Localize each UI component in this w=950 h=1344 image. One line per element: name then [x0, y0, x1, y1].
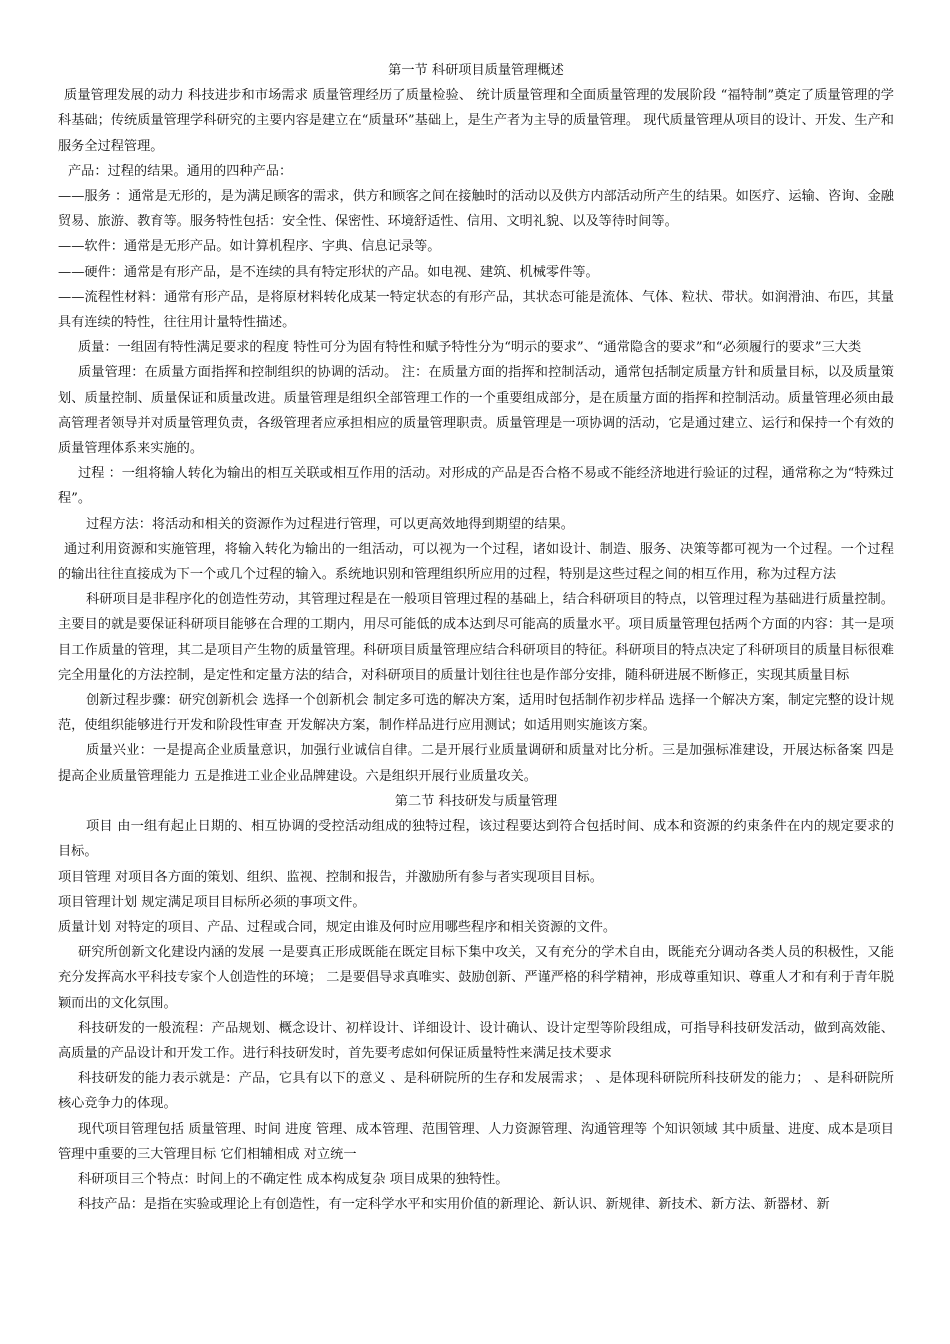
paragraph-service: ——服务 ：通常是无形的，是为满足顾客的需求，供方和顾客之间在接触时的活动以及供方内部活动所产生的结果。如医疗、运输、咨询、金融贸易、旅游、教育等。服务特性包括：安全性、保密性、环境舒适性、信用、文明礼貌、以及等待时间等。 [58, 189, 894, 230]
paragraph-modern-pm: 现代项目管理包括 质量管理、时间 进度 管理、成本管理、范围管理、人力资源管理、沟通管理等 个知识领域 其中质量、进度、成本是项目管理中重要的三大管理目标 它们相辅相成 对立统一 [58, 1121, 894, 1162]
paragraph-process-material: ——流程性材料：通常有形产品，是将原材料转化成某一特定状态的有形产品，其状态可能是流体、气体、粒状、带状。如润滑油、布匹，其量具有连续的特性，往往用计量特性描述。 [58, 289, 894, 331]
paragraph-process-approach: 通过利用资源和实施管理，将输入转化为输出的一组活动，可以视为一个过程，诸如设计、制造、服务、决策等都可视为一个过程。一个过程的输出往往直接成为下一个或几个过程的输入。系统地识别和管理组织所应用的过程，特别是这些过程之间的相互作用，称为过程方法 [58, 541, 894, 583]
section-1-title: 第一节 科研项目质量管理概述 [388, 63, 564, 78]
paragraph-innovation-steps: 创新过程步骤：研究创新机会 选择一个创新机会 制定多可选的解决方案，适用时包括制作初步样品 选择一个解决方案，制定完整的设计规范，使组织能够进行开发和阶段性审查 开发解决方案，制作样品进行应用测试；如适用则实施该方案。 [58, 693, 894, 734]
paragraph-innovation-culture: 研究所创新文化建设内涵的发展 一是要真正形成既能在既定目标下集中攻关，又有充分的学术自由，既能充分调动各类人员的积极性，又能充分发挥高水平科技专家个人创造性的环境； 二是要倡导求真唯实、鼓励创新、严谨严格的科学精神，形成尊重知识、尊重人才和有利于青年脱颖而出的文化氛围。 [58, 945, 894, 1011]
paragraph-process: 过程 ：一组将输人转化为输出的相互关联或相互作用的活动。对形成的产品是否合格不易或不能经济地进行验证的过程，通常称之为“特殊过程”。 [58, 466, 894, 507]
paragraph-rd-capability: 科技研发的能力表示就是：产品，它具有以下的意义 、是科研院所的生存和发展需求； 、是体现科研院所科技研发的能力； 、是科研院所核心竞争力的体现。 [58, 1071, 894, 1112]
paragraph-quality-definition: 质量：一组固有特性满足要求的程度 特性可分为固有特性和赋予特性分为“明示的要求”、“通常隐含的要求”和“必须履行的要求”三大类 [78, 340, 862, 356]
paragraph-project: 项目 由一组有起止日期的、相互协调的受控活动组成的独特过程，该过程要达到符合包括时间、成本和资源的约束条件在内的规定要求的目标。 [58, 819, 894, 860]
paragraph-product-definition: 产品：过程的结果。通用的四种产品： [68, 163, 293, 179]
paragraph-process-method: 过程方法：将活动和相关的资源作为过程进行管理，可以更高效地得到期望的结果。 [86, 516, 574, 532]
paragraph-quality-plan: 质量计划 对特定的项目、产品、过程或合同，规定由谁及何时应用哪些程序和相关资源的文件。 [58, 919, 617, 935]
paragraph-hardware: ——硬件：通常是有形产品，是不连续的具有特定形状的产品。如电视、建筑、机械零件等。 [58, 264, 599, 280]
paragraph-software: ——软件：通常是无形产品。如计算机程序、字典、信息记录等。 [58, 239, 441, 255]
paragraph-quality-development: 质量管理发展的动力 科技进步和市场需求 质量管理经历了质量检验、 统计质量管理和全面质量管理的发展阶段 “福特制”奠定了质量管理的学科基础；传统质量管理学科研究的主要内容是建立在“质量环”基础上，是生产者为主导的质量管理。 现代质量管理从项目的设计、开发、生产和服务全过程管理。 [58, 88, 894, 154]
section-2-title: 第二节 科技研发与质量管理 [394, 793, 558, 809]
paragraph-rd-process: 科技研发的一般流程：产品规划、概念设计、初样设计、详细设计、设计确认、设计定型等阶段组成，可指导科技研发活动，做到高效能、高质量的产品设计和开发工作。进行科技研发时，首先要考虑如何保证质量特性来满足技术要求 [58, 1020, 894, 1061]
paragraph-quality-industry: 质量兴业：一是提高企业质量意识，加强行业诚信自律。二是开展行业质量调研和质量对比分析。三是加强标准建设，开展达标备案 四是提高企业质量管理能力 五是推进工业企业品牌建设。六是组织开展行业质量攻关。 [58, 743, 894, 784]
paragraph-quality-management: 质量管理：在质量方面指挥和控制组织的协调的活动。 注：在质量方面的指挥和控制活动，通常包括制定质量方针和质量目标，以及质量策划、质量控制、质量保证和质量改进。质量管理是组织全部管理工作的一个重要组成部分，是在质量方面的指挥和控制活动。质量管理必须由最高管理者领导并对质量管理负责，各级管理者应承担相应的质量管理职责。质量管理是一项协调的活动，它是通过建立、运行和保持一个有效的质量管理体系来实施的。 [58, 365, 894, 457]
paragraph-project-management: 项目管理 对项目各方面的策划、组织、监视、控制和报告，并激励所有参与者实现项目目标。 [58, 869, 603, 885]
document-page [58, 58, 894, 1217]
paragraph-research-project: 科研项目是非程序化的创造性劳动，其管理过程是在一般项目管理过程的基础上，结合科研项目的特点，以管理过程为基础进行质量控制。主要目的就是要保证科研项目能够在合理的工期内，用尽可能低的成本达到尽可能高的质量水平。项目质量管理包括两个方面的内容：其一是项目工作质量的管理，其二是项目产生物的质量管理。科研项目质量管理应结合科研项目的特征。科研项目的特点决定了科研项目的质量目标很难完全用量化的方法控制，是定性和定量方法的结合，对科研项目的质量计划往往也是作部分安排，随科研进展不断修正，实现其质量目标 [58, 592, 894, 683]
paragraph-project-plan: 项目管理计划 规定满足项目目标所必须的事项文件。 [58, 894, 366, 910]
paragraph-project-features: 科研项目三个特点：时间上的不确定性 成本构成复杂 项目成果的独特性。 [78, 1171, 509, 1187]
paragraph-tech-product: 科技产品：是指在实验或理论上有创造性，有一定科学水平和实用价值的新理论、新认识、新规律、新技术、新方法、新器材、新 [78, 1197, 830, 1213]
